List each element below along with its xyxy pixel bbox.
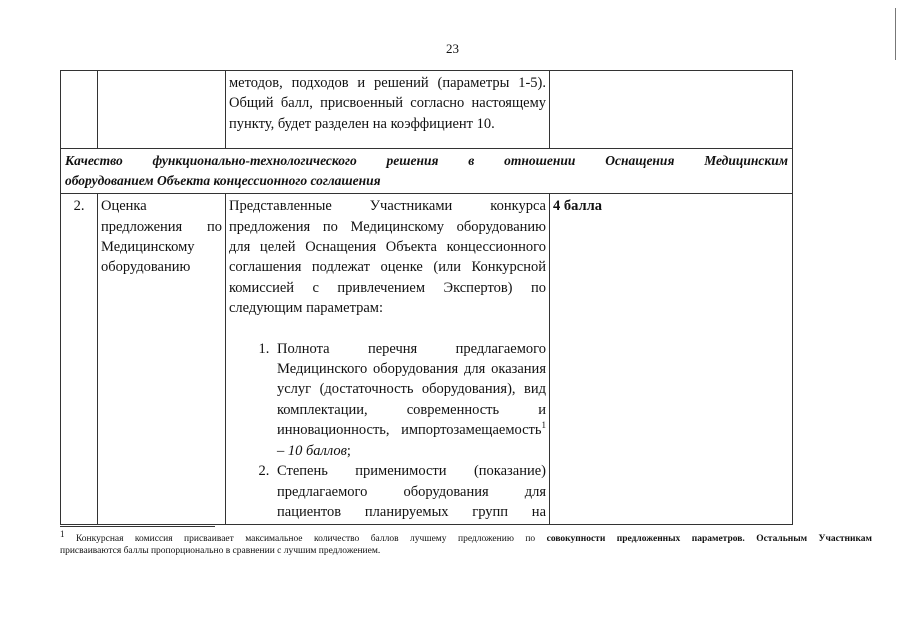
list-item bbox=[273, 339, 546, 461]
section-header bbox=[61, 149, 793, 194]
text-line: комиссией с привлечением Экспертов) по bbox=[229, 279, 546, 296]
footnote bbox=[60, 528, 873, 557]
description-cell bbox=[226, 194, 550, 525]
text-line: комплектации, современность и bbox=[277, 401, 546, 418]
footnote-line bbox=[60, 528, 873, 545]
row1-description-cell bbox=[226, 71, 550, 149]
text-line: пункту, будет разделен на коэффициент 10. bbox=[229, 115, 495, 132]
row-number: 2. bbox=[61, 194, 98, 525]
text-line: соглашения подлежат оценке (или Конкурсной bbox=[229, 259, 546, 276]
table-row bbox=[61, 194, 793, 525]
points-line bbox=[277, 441, 546, 461]
text-line: для целей Оснащения Объекта концессионного bbox=[229, 239, 546, 256]
table-cell bbox=[98, 71, 226, 149]
footnote-line: присваиваются баллы пропорционально в сравнении с лучшим предложением. bbox=[60, 546, 381, 556]
criterion-line: предложения по bbox=[101, 218, 222, 235]
points: – 10 баллов bbox=[277, 442, 347, 459]
text-line: Медицинского оборудования для оказания bbox=[277, 361, 546, 378]
evaluation-table bbox=[60, 70, 793, 525]
table-cell bbox=[61, 71, 98, 149]
criterion-line: Медицинскому bbox=[101, 239, 195, 256]
footnote-divider bbox=[60, 526, 215, 527]
text-line: 2. Степень применимости (показание) bbox=[277, 463, 546, 480]
footnote-ref: 1 bbox=[541, 420, 546, 431]
footnote-bold-text: совокупности предложенных параметров. Остальным Участникам bbox=[546, 534, 873, 544]
points-suffix: ; bbox=[346, 442, 351, 459]
section-title-line: оборудованием Объекта концессионного соглашения bbox=[65, 173, 381, 189]
page-edge-line bbox=[895, 8, 896, 60]
criterion-line: Оценка bbox=[101, 198, 147, 215]
text-line: предложения по Медицинскому оборудованию bbox=[229, 218, 546, 235]
score-cell: 4 балла bbox=[550, 194, 793, 525]
text-line: предлагаемого оборудования для bbox=[277, 483, 546, 500]
parameters-list bbox=[229, 339, 546, 523]
text-fragment: инновационность, импортозамещаемость bbox=[277, 422, 542, 439]
text-line-with-ref bbox=[277, 420, 546, 440]
criterion-line: оборудованию bbox=[101, 259, 191, 276]
text-line: услуг (достаточность оборудования), вид bbox=[277, 381, 546, 398]
footnote-text: Конкурсная комиссия присваивает максимальное количество баллов лучшему предложению по bbox=[75, 534, 547, 544]
page-number: 23 bbox=[446, 41, 459, 56]
section-title-line: Качество функционально-технологического решения в отношении Оснащения Медицинским bbox=[65, 153, 788, 169]
criterion-cell bbox=[98, 194, 226, 525]
text-line: Общий балл, присвоенный согласно настоящему bbox=[229, 95, 546, 112]
table-cell bbox=[550, 71, 793, 149]
text-line: пациентов планируемых групп на bbox=[277, 503, 546, 520]
list-item bbox=[273, 461, 546, 522]
section-header-row bbox=[61, 149, 793, 194]
table-row bbox=[61, 71, 793, 149]
text-line: методов, подходов и решений (параметры 1-5). bbox=[229, 75, 546, 91]
text-line: Представленные Участниками конкурса bbox=[229, 198, 546, 215]
footnote-marker: 1 bbox=[60, 528, 65, 539]
text-line: 1. Полнота перечня предлагаемого bbox=[277, 340, 546, 357]
text-line: следующим параметрам: bbox=[229, 300, 383, 317]
